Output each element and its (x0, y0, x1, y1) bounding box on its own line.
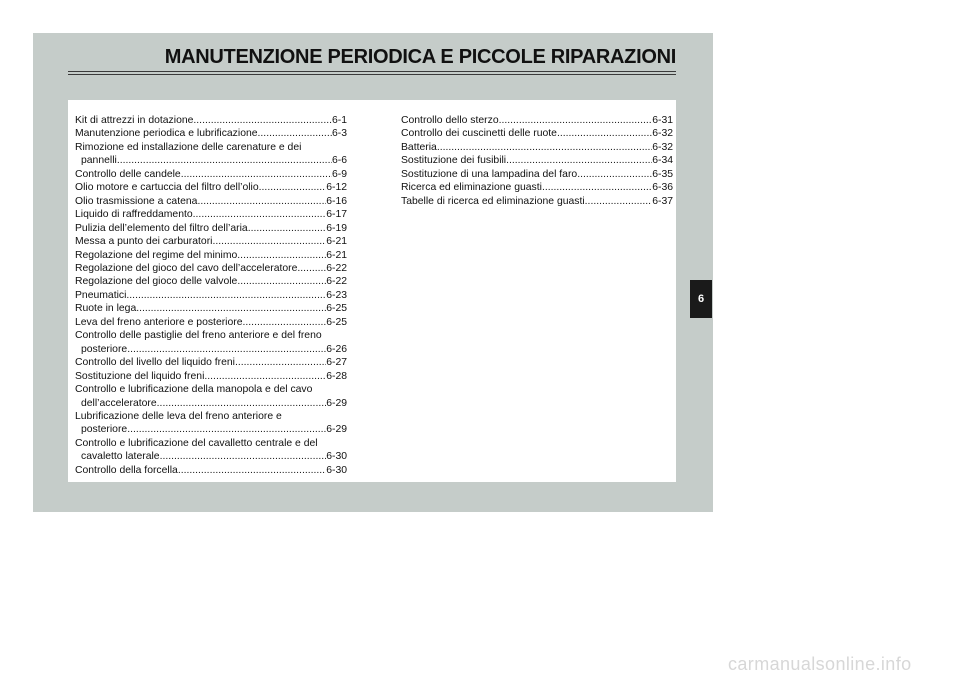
toc-entry[interactable] (75, 181, 347, 194)
toc-leader-dots (437, 141, 652, 154)
toc-entry-title: Pneumatici (75, 289, 127, 301)
toc-page-number: 6-22 (326, 262, 347, 274)
toc-leader-dots (197, 195, 326, 208)
toc-leader-dots (204, 370, 326, 383)
toc-column-left (75, 114, 347, 477)
toc-entry[interactable] (401, 127, 673, 140)
toc-entry[interactable] (75, 423, 347, 436)
toc-entry-line[interactable]: Controllo e lubrificazione del cavalletto centrale e del (75, 437, 318, 449)
toc-entry[interactable] (75, 356, 347, 369)
toc-entry[interactable] (75, 343, 347, 356)
toc-entry[interactable] (75, 114, 347, 127)
toc-leader-dots (243, 316, 327, 329)
toc-entry-title: Controllo del livello del liquido freni (75, 357, 235, 369)
toc-page-number: 6-34 (652, 155, 673, 167)
toc-column-right (401, 114, 673, 208)
toc-entry-title: posteriore (81, 424, 128, 436)
toc-leader-dots (499, 114, 653, 127)
toc-entry-title: Controllo dei cuscinetti delle ruote (401, 128, 557, 140)
toc-entry[interactable] (75, 249, 347, 262)
toc-entry-title: Regolazione del gioco del cavo dell’acceleratore (75, 262, 298, 274)
toc-entry[interactable] (75, 370, 347, 383)
toc-page-number: 6-32 (652, 128, 673, 140)
toc-entry[interactable] (75, 262, 347, 275)
toc-entry-title: Sostituzione del liquido freni (75, 370, 205, 382)
toc-page-number: 6-21 (326, 236, 347, 248)
toc-leader-dots (297, 262, 326, 275)
toc-entry-title: Controllo della forcella (75, 464, 178, 476)
toc-leader-dots (585, 195, 653, 208)
toc-entry[interactable] (75, 168, 347, 181)
toc-entry[interactable] (75, 222, 347, 235)
toc-entry-title: Liquido di raffreddamento (75, 209, 193, 221)
toc-entry[interactable] (75, 235, 347, 248)
toc-entry[interactable] (75, 316, 347, 329)
toc-entry-title: Batteria (401, 141, 437, 153)
toc-entry-title: Regolazione del gioco delle valvole (75, 276, 238, 288)
toc-entry[interactable] (75, 275, 347, 288)
toc-page-number: 6-25 (326, 303, 347, 315)
toc-entry[interactable] (75, 289, 347, 302)
toc-entry[interactable] (401, 195, 673, 208)
toc-leader-dots (193, 114, 332, 127)
toc-page-number: 6-3 (331, 128, 347, 140)
page-title: MANUTENZIONE PERIODICA E PICCOLE RIPARAZIONI (164, 46, 676, 68)
toc-page-number: 6-17 (326, 209, 347, 221)
toc-page-number: 6-1 (331, 115, 347, 126)
chapter-tab[interactable]: 6 (690, 280, 712, 318)
toc-entry-title: Olio trasmissione a catena (75, 195, 198, 207)
watermark: carmanualsonline.info (728, 654, 912, 674)
toc-page-number: 6-28 (326, 370, 347, 382)
toc-page-number: 6-30 (326, 464, 347, 476)
toc-page-number: 6-12 (326, 182, 347, 194)
toc-entry-title: Regolazione del regime del minimo (75, 249, 238, 261)
toc-leader-dots (136, 302, 326, 315)
toc-leader-dots (157, 397, 327, 410)
toc-entry-title: Ricerca ed eliminazione guasti (401, 182, 542, 194)
toc-leader-dots (127, 423, 326, 436)
toc-entry-title: Sostituzione di una lampadina del faro (401, 168, 578, 180)
toc-entry-title: Controllo dello sterzo (401, 115, 499, 126)
toc-entry-line[interactable]: Rimozione ed installazione delle carenature e dei (75, 141, 302, 153)
toc-leader-dots (235, 356, 326, 369)
toc-entry-title: cavaletto laterale (81, 451, 160, 463)
toc-leader-dots (212, 235, 326, 248)
toc-entry-title: Pulizia dell’elemento del filtro dell’aria (75, 222, 248, 234)
toc-leader-dots (117, 154, 332, 167)
toc-page-number: 6-36 (652, 182, 673, 194)
toc-page-number: 6-31 (652, 115, 673, 126)
toc-page-number: 6-6 (331, 155, 347, 167)
toc-entry-title: Sostituzione dei fusibili (401, 155, 507, 167)
toc-leader-dots (248, 222, 327, 235)
toc-entry[interactable] (75, 154, 347, 167)
toc-leader-dots (259, 181, 327, 194)
toc-leader-dots (577, 168, 652, 181)
toc-entry-line[interactable]: Controllo delle pastiglie del freno anteriore e del freno (75, 330, 322, 342)
title-divider-bottom (68, 74, 676, 75)
toc-entry[interactable] (401, 141, 673, 154)
toc-page-number: 6-32 (652, 141, 673, 153)
toc-entry-title: dell’acceleratore (81, 397, 157, 409)
toc-page-number: 6-25 (326, 316, 347, 328)
toc-entry-title: Tabelle di ricerca ed eliminazione guasti (401, 195, 585, 207)
toc-leader-dots (127, 343, 326, 356)
toc-leader-dots (181, 168, 332, 181)
toc-entry[interactable] (75, 464, 347, 477)
toc-entry-title: Manutenzione periodica e lubrificazione (75, 128, 258, 140)
toc-entry[interactable] (75, 127, 347, 140)
toc-page-number: 6-37 (652, 195, 673, 207)
toc-leader-dots (237, 249, 326, 262)
toc-page-number: 6-22 (326, 276, 347, 288)
toc-entry[interactable] (75, 208, 347, 221)
toc-entry-title: posteriore (81, 343, 128, 355)
toc-entry-title: Leva del freno anteriore e posteriore (75, 316, 243, 328)
toc-entry-line[interactable]: Lubrificazione delle leva del freno anteriore e (75, 410, 282, 422)
toc-entry[interactable] (401, 168, 673, 181)
toc-entry[interactable] (75, 450, 347, 463)
toc-page-number: 6-29 (326, 397, 347, 409)
toc-entry-title: pannelli (81, 155, 117, 167)
title-divider-top (68, 71, 676, 72)
toc-page-number: 6-9 (331, 168, 347, 180)
toc-entry[interactable] (401, 114, 673, 127)
toc-page-number: 6-21 (326, 249, 347, 261)
toc-entry[interactable] (401, 181, 673, 194)
toc-leader-dots (258, 127, 332, 140)
toc-page-number: 6-29 (326, 424, 347, 436)
toc-leader-dots (193, 208, 327, 221)
toc-page-number: 6-19 (326, 222, 347, 234)
toc-leader-dots (178, 464, 326, 477)
toc-leader-dots (557, 127, 652, 140)
toc-entry-title: Ruote in lega (75, 303, 137, 315)
toc-entry-title: Messa a punto dei carburatori (75, 236, 213, 248)
toc-entry[interactable] (401, 154, 673, 167)
toc-entry-title: Olio motore e cartuccia del filtro dell’olio (75, 182, 259, 194)
toc-page-number: 6-30 (326, 451, 347, 463)
toc-page-number: 6-35 (652, 168, 673, 180)
toc-leader-dots (542, 181, 652, 194)
toc-entry-title: Controllo delle candele (75, 168, 181, 180)
toc-page-number: 6-27 (326, 357, 347, 369)
toc-page-number: 6-23 (326, 289, 347, 301)
toc-entry-title: Kit di attrezzi in dotazione (75, 115, 194, 126)
toc-leader-dots (126, 289, 326, 302)
toc-entry[interactable] (75, 302, 347, 315)
toc-leader-dots (160, 450, 327, 463)
toc-entry-line[interactable]: Controllo e lubrificazione della manopola e del cavo (75, 384, 313, 396)
toc-leader-dots (237, 275, 326, 288)
toc-entry[interactable] (75, 397, 347, 410)
toc-page-number: 6-16 (326, 195, 347, 207)
toc-page-number: 6-26 (326, 343, 347, 355)
toc-leader-dots (506, 154, 652, 167)
toc-entry[interactable] (75, 195, 347, 208)
